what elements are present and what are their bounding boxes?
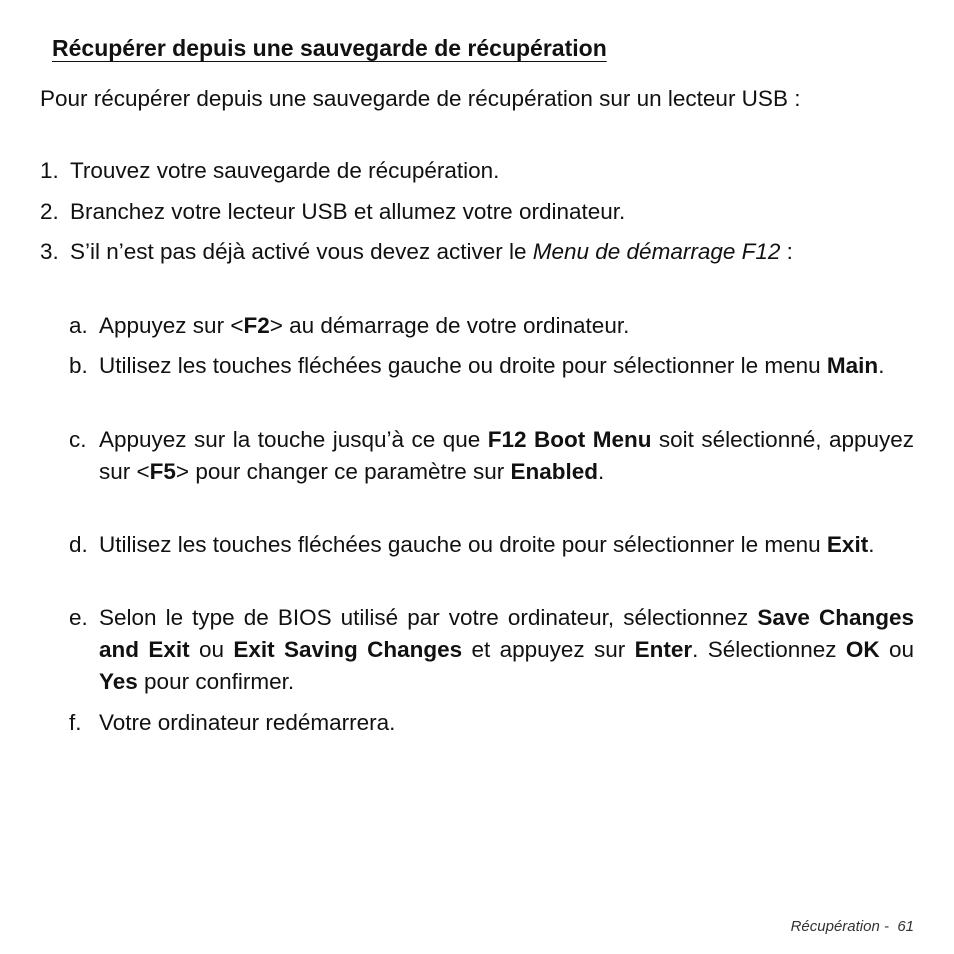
step-text-part: S’il n’est pas déjà activé vous devez activer le [70, 239, 533, 264]
text-part: Appuyez sur la touche jusqu’à ce que [99, 427, 488, 452]
step-marker: 2. [40, 199, 59, 224]
text-part: ou [189, 637, 234, 662]
step-text-part: : [780, 239, 793, 264]
key-emphasis: Enter [634, 637, 693, 662]
step-1 [40, 155, 914, 187]
text-part: ou [879, 637, 915, 662]
value-emphasis: Enabled [510, 459, 599, 484]
substep-text [99, 350, 914, 382]
text-part: . [598, 459, 605, 484]
substep-marker: c. [69, 427, 87, 452]
text-part: Appuyez sur < [99, 313, 244, 338]
substep-d [69, 529, 914, 561]
substep-marker: f. [69, 710, 82, 735]
text-part: > pour changer ce paramètre sur [175, 459, 511, 484]
substep-text [99, 529, 914, 561]
option-emphasis: OK [845, 637, 880, 662]
text-part: > au démarrage de votre ordinateur. [269, 313, 630, 338]
key-emphasis: F5 [149, 459, 176, 484]
menu-name-emphasis: Menu de démarrage F12 [532, 239, 781, 264]
step-text [70, 236, 914, 268]
substep-e [69, 602, 914, 698]
substep-a [69, 310, 914, 342]
text-part: Utilisez les touches fléchées gauche ou droite pour sélectionner le menu [99, 353, 827, 378]
page-footer [791, 918, 914, 935]
text-part: . Sélectionnez [692, 637, 846, 662]
substep-c [69, 424, 914, 488]
step-text: Trouvez votre sauvegarde de récupération. [70, 158, 500, 183]
substep-f [69, 707, 914, 739]
substep-marker: e. [69, 605, 88, 630]
option-emphasis: Exit Saving Changes [233, 637, 463, 662]
substep-b [69, 350, 914, 382]
text-part: Selon le type de BIOS utilisé par votre ordinateur, sélectionnez [99, 605, 758, 630]
substep-marker: d. [69, 532, 88, 557]
substep-marker: a. [69, 313, 88, 338]
substep-text [99, 424, 914, 488]
option-emphasis: Yes [99, 669, 138, 694]
step-text: Branchez votre lecteur USB et allumez votre ordinateur. [70, 199, 626, 224]
text-part: et appuyez sur [462, 637, 635, 662]
intro-paragraph: Pour récupérer depuis une sauvegarde de récupération sur un lecteur USB : [40, 86, 801, 111]
step-2 [40, 196, 914, 228]
step-marker: 3. [40, 239, 59, 264]
option-emphasis: F12 Boot Menu [487, 427, 652, 452]
text-part: . [878, 353, 885, 378]
text-part: pour confirmer. [137, 669, 295, 694]
substep-text [99, 602, 914, 698]
menu-emphasis: Main [826, 353, 879, 378]
menu-emphasis: Exit [826, 532, 869, 557]
text-part: . [868, 532, 875, 557]
step-3 [40, 236, 914, 268]
footer-label: Récupération - [790, 918, 889, 935]
substep-text: Votre ordinateur redémarrera. [99, 710, 396, 735]
text-part: Utilisez les touches fléchées gauche ou droite pour sélectionner le menu [99, 532, 827, 557]
text-part: soit sélectionné, appuyez sur < [99, 427, 915, 484]
page-number: 61 [897, 918, 914, 935]
step-marker: 1. [40, 158, 59, 183]
substep-text [99, 310, 914, 342]
option-emphasis: Save Changes and Exit [99, 605, 914, 662]
section-title: Récupérer depuis une sauvegarde de récupération [52, 35, 607, 61]
key-emphasis: F2 [243, 313, 270, 338]
substep-marker: b. [69, 353, 88, 378]
